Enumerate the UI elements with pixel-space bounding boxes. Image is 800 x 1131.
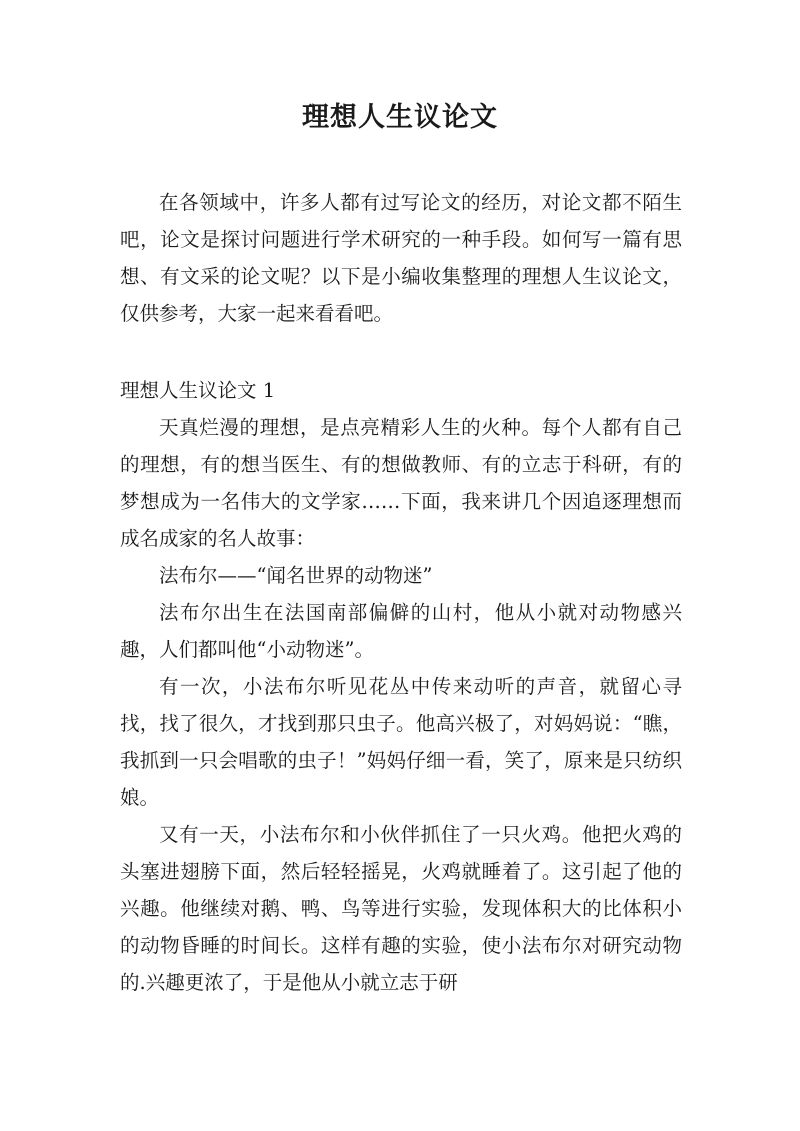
intro-block xyxy=(120,184,682,332)
section-1 xyxy=(120,372,682,1001)
story-subheading: 法布尔——“闻名世界的动物迷” xyxy=(159,564,433,587)
body-paragraph: 天真烂漫的理想，是点亮精彩人生的火种。每个人都有自己的理想，有的想当医生、有的想做教师、有的立志于科研，有的梦想成为一名伟大的文学家……下面，我来讲几个因追逐理想而成名成家的名人故事： xyxy=(120,416,682,550)
body-paragraph: 又有一天，小法布尔和小伙伴抓住了一只火鸡。他把火鸡的头塞进翅膀下面，然后轻轻摇晃，火鸡就睡着了。这引起了他的兴趣。他继续对鹅、鸭、鸟等进行实验，发现体积大的比体积小的动物昏睡的时间长。这样有趣的实验，使小法布尔对研究动物的.兴趣更浓了，于是他从小就立志于研 xyxy=(120,823,682,994)
section-heading: 理想人生议论文 1 xyxy=(120,379,276,402)
body-paragraph: 有一次，小法布尔听见花丛中传来动听的声音，就留心寻找，找了很久，才找到那只虫子。他高兴极了，对妈妈说：“瞧，我抓到一只会唱歌的虫子！”妈妈仔细一看，笑了，原来是只纺织娘。 xyxy=(120,675,682,809)
intro-paragraph: 在各领域中，许多人都有过写论文的经历，对论文都不陌生吧，论文是探讨问题进行学术研究的一种手段。如何写一篇有思想、有文采的论文呢？以下是小编收集整理的理想人生议论文，仅供参考，大家一起来看看吧。 xyxy=(120,191,682,325)
body-paragraph: 法布尔出生在法国南部偏僻的山村，他从小就对动物感兴趣，人们都叫他“小动物迷”。 xyxy=(120,601,682,661)
document-title: 理想人生议论文 xyxy=(302,102,498,133)
